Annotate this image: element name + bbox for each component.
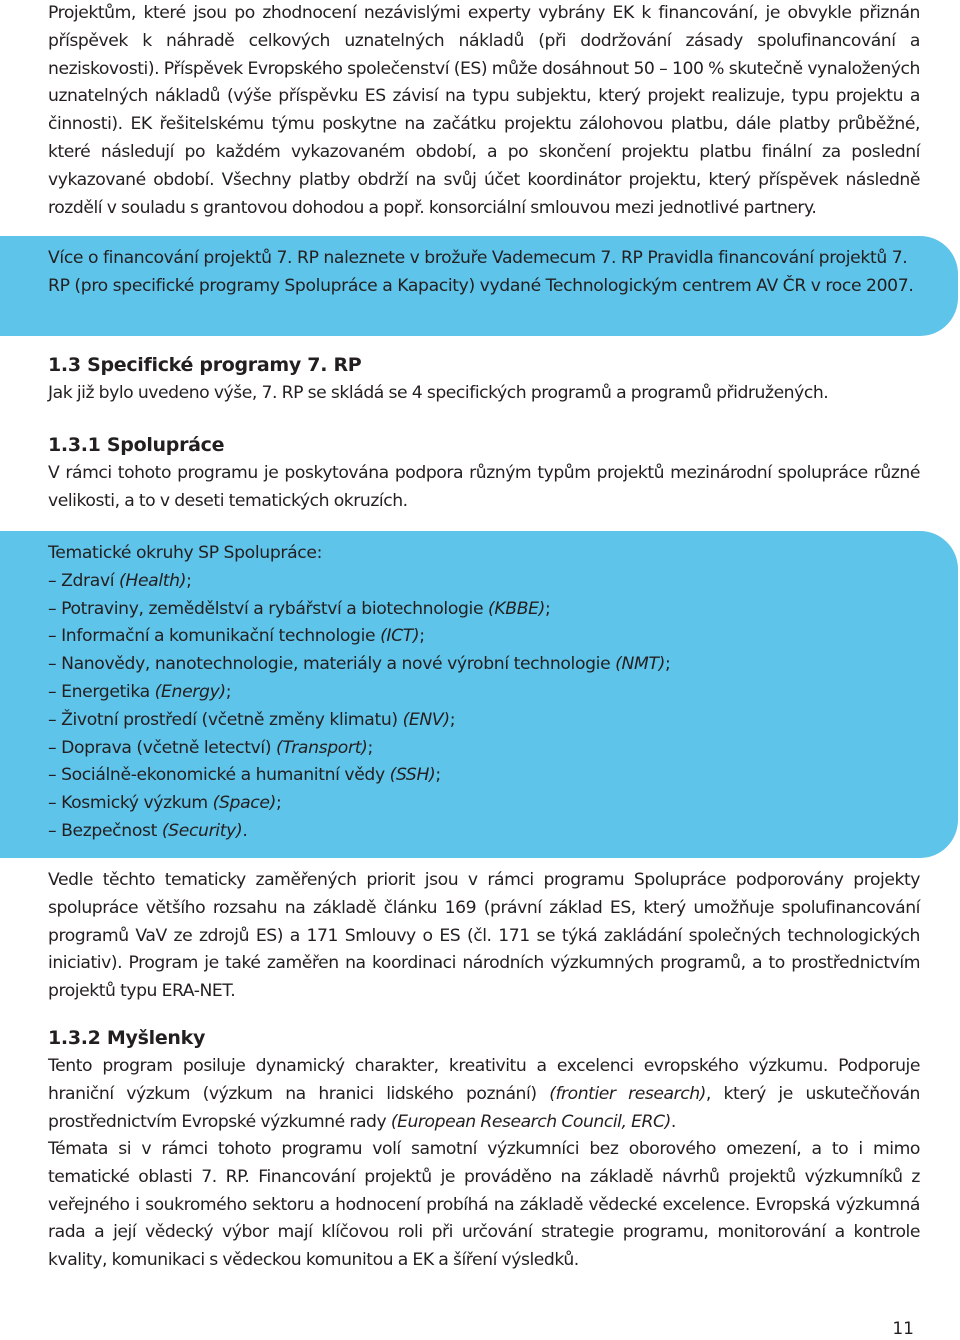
- theme-english-name: (Transport): [276, 737, 368, 758]
- themes-box: [0, 531, 958, 858]
- theme-english-name: (Energy): [154, 681, 226, 702]
- theme-label: Bezpečnost: [61, 820, 162, 841]
- theme-punctuation: ;: [225, 681, 232, 702]
- theme-english-name: (Space): [212, 793, 276, 814]
- list-dash: [48, 571, 61, 591]
- ideas-text: , který je uskutečňován prostřednictvím Evropské výzkumné rady: [48, 1083, 921, 1132]
- theme-punctuation: ;: [545, 598, 551, 619]
- theme-item: [48, 651, 920, 679]
- theme-punctuation: ;: [367, 737, 373, 758]
- list-dash: [48, 710, 61, 730]
- theme-punctuation: ;: [665, 654, 671, 675]
- theme-label: Kosmický výzkum: [61, 793, 213, 814]
- theme-punctuation: ;: [186, 570, 192, 591]
- theme-punctuation: ;: [275, 793, 282, 814]
- section-heading-1-3: 1.3 Specifické programy 7. RP: [48, 354, 362, 376]
- theme-punctuation: ;: [419, 626, 425, 647]
- theme-english-name: (ENV): [402, 709, 450, 730]
- themes-box-title: Tematické okruhy SP Spolupráce:: [48, 543, 323, 563]
- theme-punctuation: ;: [435, 765, 441, 786]
- ideas-term-frontier: (frontier research): [549, 1083, 706, 1104]
- list-dash: [48, 626, 61, 646]
- section-1-3-text: Jak již bylo uvedeno výše, 7. RP se skládá se 4 specifických programů a programů přidružených.: [48, 383, 829, 403]
- section-1-3-1-text: V rámci tohoto programu je poskytována podpora různým typům projektů mezinárodní spolupráce různé velikosti, a to v deseti tematických okruzích.: [48, 463, 920, 511]
- ideas-paragraph-1: [48, 1053, 920, 1136]
- theme-english-name: (NMT): [615, 654, 666, 675]
- theme-item: [48, 623, 920, 651]
- theme-label: Informační a komunikační technologie: [61, 626, 381, 647]
- theme-item: [48, 818, 920, 846]
- theme-label: Potraviny, zemědělství a rybářství a biotechnologie: [61, 598, 489, 619]
- list-dash: [48, 599, 61, 619]
- section-heading-1-3-2: 1.3.2 Myšlenky: [48, 1027, 206, 1049]
- theme-label: Nanovědy, nanotechnologie, materiály a nové výrobní technologie: [61, 654, 616, 675]
- theme-english-name: (KBBE): [488, 598, 546, 619]
- cooperation-paragraph: Vedle těchto tematicky zaměřených priorit jsou v rámci programu Spolupráce podporovány projekty spolupráce většího rozsahu na základě článku 169 (právní základ ES, který umožňuje spolufinancování programů VaV ze zdrojů ES) a 171 Smlouvy o ES (čl. 171 se týká zakládání společných technologických iniciativ). Program je také zaměřen na koordinaci národních výzkumných programů, a to prostřednictvím projektů typu ERA-NET.: [48, 870, 920, 1002]
- intro-paragraph: Projektům, které jsou po zhodnocení nezávislými experty vybrány EK k financování, je obvykle přiznán příspěvek k náhradě celkových uznatelných nákladů (při dodržování zásady spolufinancování a neziskovosti). Příspěvek Evropského společenství (ES) může dosáhnout 50 – 100 % skutečně vynaložených uznatelných nákladů (výše příspěvku ES závisí na typu subjektu, který projekt realizuje, typu projektu a činnosti). EK řešitelskému týmu poskytne na začátku projektu zálohovou platbu, dále platby průběžné, které následují po každém vykazovaném období, a po skončení projektu platbu finální za poslední vykazované období. Všechny platby obdrží na svůj účet koordinátor projektu, který příspěvek následně rozdělí v souladu s grantovou dohodou a popř. konsorciální smlouvou mezi jednotlivé partnery.: [48, 3, 920, 218]
- info-box: [0, 236, 958, 336]
- section-heading-1-3-1: 1.3.1 Spolupráce: [48, 434, 225, 456]
- theme-english-name: (Security): [161, 820, 243, 841]
- info-box-text: Více o financování projektů 7. RP naleznete v brožuře Vademecum 7. RP Pravidla financování projektů 7. RP (pro specifické programy Spolupráce a Kapacity) vydané Technologickým centrem AV ČR v roce 2007.: [48, 248, 914, 296]
- theme-english-name: (ICT): [380, 626, 420, 647]
- theme-label: Energetika: [61, 681, 155, 702]
- ideas-term-erc: (European Research Council, ERC): [390, 1111, 671, 1132]
- theme-item: [48, 707, 920, 735]
- theme-item: [48, 762, 920, 790]
- theme-label: Životní prostředí (včetně změny klimatu): [61, 709, 403, 730]
- themes-list: [48, 568, 920, 846]
- list-dash: [48, 765, 61, 785]
- page-number: 11: [892, 1319, 914, 1339]
- list-dash: [48, 793, 61, 813]
- theme-label: Zdraví: [61, 570, 120, 591]
- list-dash: [48, 654, 61, 674]
- theme-item: [48, 790, 920, 818]
- theme-punctuation: ;: [449, 709, 456, 730]
- ideas-text: Tento program posiluje dynamický charakter, kreativitu a excelenci evropského výzkumu. Podporuje hraniční výzkum (výzkum na hranici lidského poznání): [48, 1056, 920, 1104]
- theme-english-name: (SSH): [389, 765, 436, 786]
- theme-english-name: (Health): [119, 570, 187, 591]
- list-dash: [48, 821, 61, 841]
- theme-item: [48, 679, 920, 707]
- list-dash: [48, 738, 61, 758]
- theme-item: [48, 735, 920, 763]
- theme-label: Doprava (včetně letectví): [61, 737, 277, 758]
- ideas-text: .: [670, 1111, 676, 1132]
- themes-box-content: [48, 540, 920, 846]
- list-dash: [48, 682, 61, 702]
- theme-item: [48, 568, 920, 596]
- theme-item: [48, 596, 920, 624]
- ideas-paragraph-2: Témata si v rámci tohoto programu volí samotní výzkumníci bez oborového omezení, a to i mimo tematické oblasti 7. RP. Financování projektů je prováděno na základě návrhů projektů výzkumníků z veřejného i soukromého sektoru a hodnocení probíhá na základě vědecké excelence. Evropská výzkumná rada a její vědecký výbor mají klíčovou roli při určování strategie programu, monitorování a kontrole kvality, komunikaci s vědeckou komunitou a EK a šíření výsledků.: [48, 1139, 920, 1271]
- theme-punctuation: .: [242, 820, 248, 841]
- theme-label: Sociálně-ekonomické a humanitní vědy: [61, 765, 390, 786]
